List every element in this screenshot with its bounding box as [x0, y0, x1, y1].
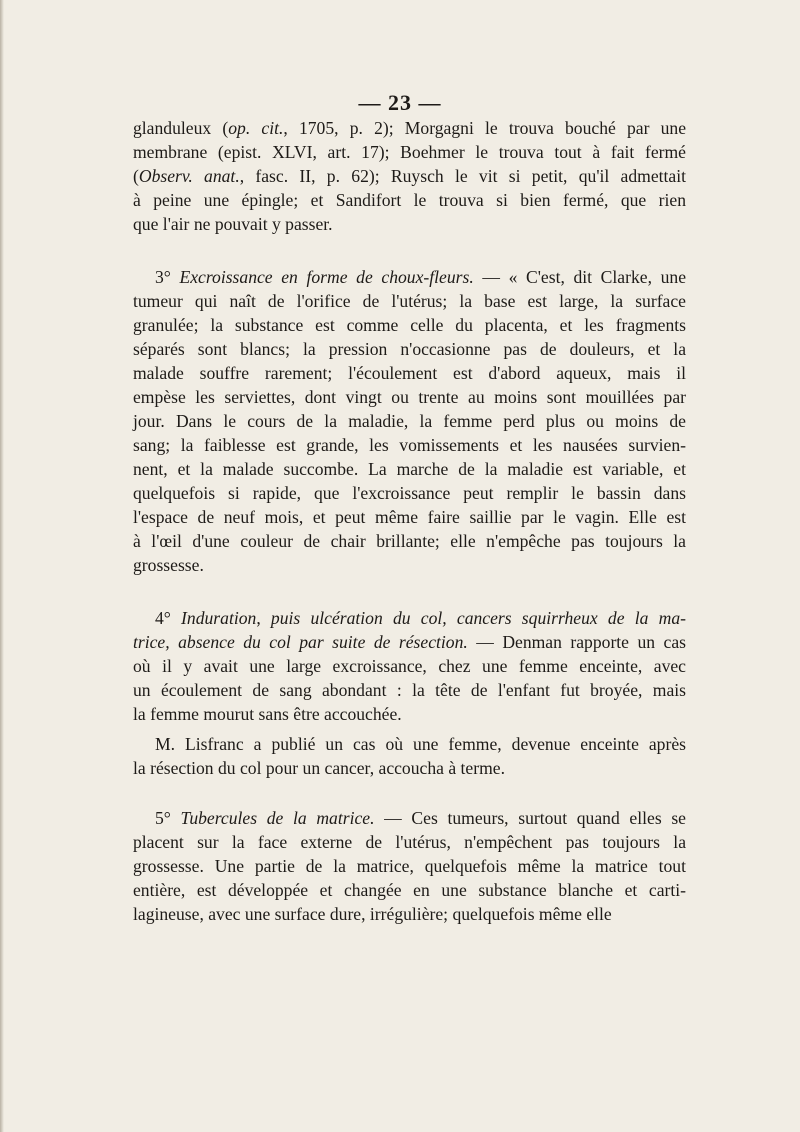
paragraph-5	[133, 806, 686, 926]
text-line: entière, est développée et changée en une substance blanche et carti-	[133, 880, 686, 900]
text-line: sang; la faiblesse est grande, les vomissements et les nausées survien-	[133, 435, 686, 455]
text-line: glanduleux (op. cit., 1705, p. 2); Morgagni le trouva bouché par une	[133, 118, 687, 138]
text-line: un écoulement de sang abondant : la tête de l'enfant fut broyée, mais	[133, 680, 686, 700]
page-number: — 23 —	[358, 90, 442, 115]
text-line: la femme mourut sans être accouchée.	[133, 704, 402, 724]
text-line: nent, et la malade succombe. La marche de la maladie est variable, et	[133, 459, 686, 479]
section-heading-line: 5° Tubercules de la matrice. — Ces tumeurs, surtout quand elles se	[155, 808, 686, 828]
paragraph-1	[133, 116, 686, 236]
text-line: l'espace de neuf mois, et peut même faire saillie par le vagin. Elle est	[133, 507, 686, 527]
text-line: séparés sont blancs; la pression n'occasionne pas de douleurs, et la	[133, 339, 686, 359]
section-heading-line: 4° Induration, puis ulcération du col, cancers squirrheux de la ma-	[155, 608, 686, 628]
text-line: à l'œil d'une couleur de chair brillante; elle n'empêche pas toujours la	[133, 531, 686, 551]
text-line: la résection du col pour un cancer, accoucha à terme.	[133, 758, 505, 778]
section-heading-line: trice, absence du col par suite de résection. — Denman rapporte un cas	[133, 632, 686, 652]
text-line: lagineuse, avec une surface dure, irrégulière; quelquefois même elle	[133, 904, 612, 924]
paragraph-3	[133, 606, 686, 726]
text-line: à peine une épingle; et Sandifort le trouva si bien fermé, que rien	[133, 190, 686, 210]
text-line: (Observ. anat., fasc. II, p. 62); Ruysch le vit si petit, qu'il admettait	[133, 166, 686, 186]
text-line: quelquefois si rapide, que l'excroissance peut remplir le bassin dans	[133, 483, 686, 503]
text-line: tumeur qui naît de l'orifice de l'utérus; la base est large, la surface	[133, 291, 686, 311]
text-line: granulée; la substance est comme celle du placenta, et les fragments	[133, 315, 686, 335]
paragraph-4	[133, 732, 686, 780]
text-line: placent sur la face externe de l'utérus, n'empêchent pas toujours la	[133, 832, 686, 852]
text-line: grossesse. Une partie de la matrice, quelquefois même la matrice tout	[133, 856, 686, 876]
paragraph-2	[133, 265, 686, 577]
text-line: jour. Dans le cours de la maladie, la femme perd plus ou moins de	[133, 411, 686, 431]
text-line: membrane (epist. XLVI, art. 17); Boehmer le trouva tout à fait fermé	[133, 142, 686, 162]
page-edge-shadow	[0, 0, 4, 1132]
text-line: où il y avait une large excroissance, chez une femme enceinte, avec	[133, 656, 686, 676]
text-line: empèse les serviettes, dont vingt ou trente au moins sont mouillées par	[133, 387, 686, 407]
text-line: que l'air ne pouvait y passer.	[133, 214, 333, 234]
text-line: M. Lisfranc a publié un cas où une femme, devenue enceinte après	[155, 734, 686, 754]
section-heading-line: 3° Excroissance en forme de choux-fleurs. — « C'est, dit Clarke, une	[155, 267, 687, 287]
text-line: grossesse.	[133, 555, 204, 575]
text-line: malade souffre rarement; l'écoulement est d'abord aqueux, mais il	[133, 363, 686, 383]
